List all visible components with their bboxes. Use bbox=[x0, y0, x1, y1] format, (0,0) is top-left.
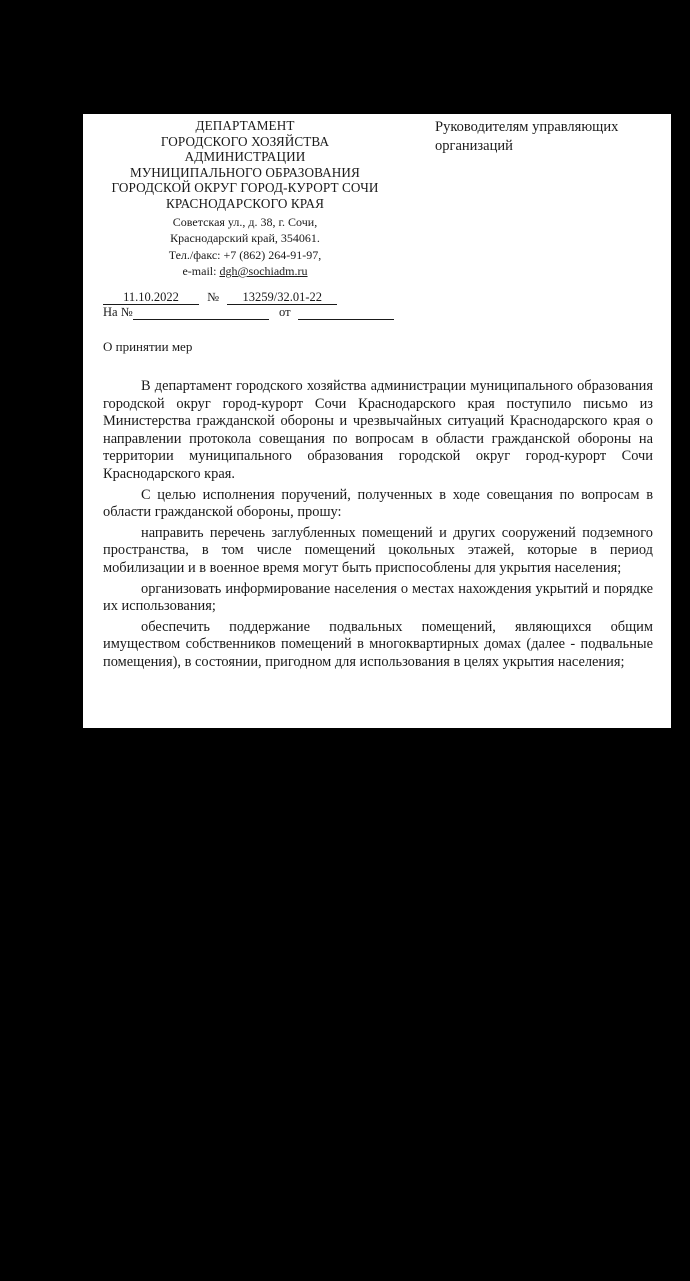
registration-line bbox=[103, 290, 337, 305]
body-paragraph: В департамент городского хозяйства администрации муниципального образования городской округ город-курорт Сочи Краснодарского края поступило письмо из Министерства гражданской обороны и чрезвычайных ситуаций Краснодарского края о направлении протокола совещания по вопросам в области гражданской обороны на территории муниципального образования городской округ город-курорт Сочи Краснодарского края. bbox=[103, 378, 653, 482]
reference-line bbox=[103, 305, 394, 320]
document-page bbox=[83, 114, 671, 728]
reference-label: На № bbox=[103, 305, 133, 319]
registration-number: 13259/32.01-22 bbox=[227, 291, 337, 305]
registration-number-sign: № bbox=[207, 290, 220, 304]
sender-org-line: КРАСНОДАРСКОГО КРАЯ bbox=[165, 195, 325, 211]
letter-body bbox=[103, 378, 653, 675]
sender-org-line: ГОРОДСКОЙ ОКРУГ ГОРОД-КУРОРТ СОЧИ bbox=[111, 180, 379, 196]
letter-subject: О принятии мер bbox=[103, 339, 193, 354]
sender-phone: Тел./факс: +7 (862) 264-91-97, bbox=[168, 247, 322, 262]
sender-org-line: АДМИНИСТРАЦИИ bbox=[184, 149, 306, 165]
sender-org-line: ГОРОДСКОГО ХОЗЯЙСТВА bbox=[160, 133, 330, 149]
recipient-block: Руководителям управляющих организаций bbox=[435, 119, 619, 154]
reference-date-blank bbox=[298, 306, 394, 320]
sender-block bbox=[97, 118, 393, 280]
body-paragraph: С целью исполнения поручений, полученных в ходе совещания по вопросам в области гражданской обороны, прошу: bbox=[103, 486, 653, 521]
body-paragraph: направить перечень заглубленных помещений и других сооружений подземного пространства, в том числе помещений цокольных этажей, которые в период мобилизации и в военное время могут быть приспособлены для укрытия населения; bbox=[103, 524, 653, 576]
reference-number-blank bbox=[133, 306, 269, 320]
sender-address-line: Советская ул., д. 38, г. Сочи, bbox=[172, 214, 318, 229]
sender-email-label: e-mail: bbox=[182, 264, 220, 279]
sender-address-line: Краснодарский край, 354061. bbox=[170, 231, 320, 246]
body-paragraph: организовать информирование населения о местах нахождения укрытий и порядке их использования; bbox=[103, 580, 653, 615]
registration-date: 11.10.2022 bbox=[103, 291, 199, 305]
body-paragraph: обеспечить поддержание подвальных помещений, являющихся общим имуществом собственников помещений в многоквартирных домах (далее - подвальные помещения), в состоянии, пригодном для использования в целях укрытия населения; bbox=[103, 618, 653, 670]
sender-email-line bbox=[97, 263, 393, 280]
reference-from-label: от bbox=[278, 305, 291, 319]
sender-org-line: МУНИЦИПАЛЬНОГО ОБРАЗОВАНИЯ bbox=[130, 164, 360, 180]
sender-org-line: ДЕПАРТАМЕНТ bbox=[195, 118, 295, 133]
sender-email-link[interactable]: dgh@sochiadm.ru bbox=[219, 264, 308, 279]
